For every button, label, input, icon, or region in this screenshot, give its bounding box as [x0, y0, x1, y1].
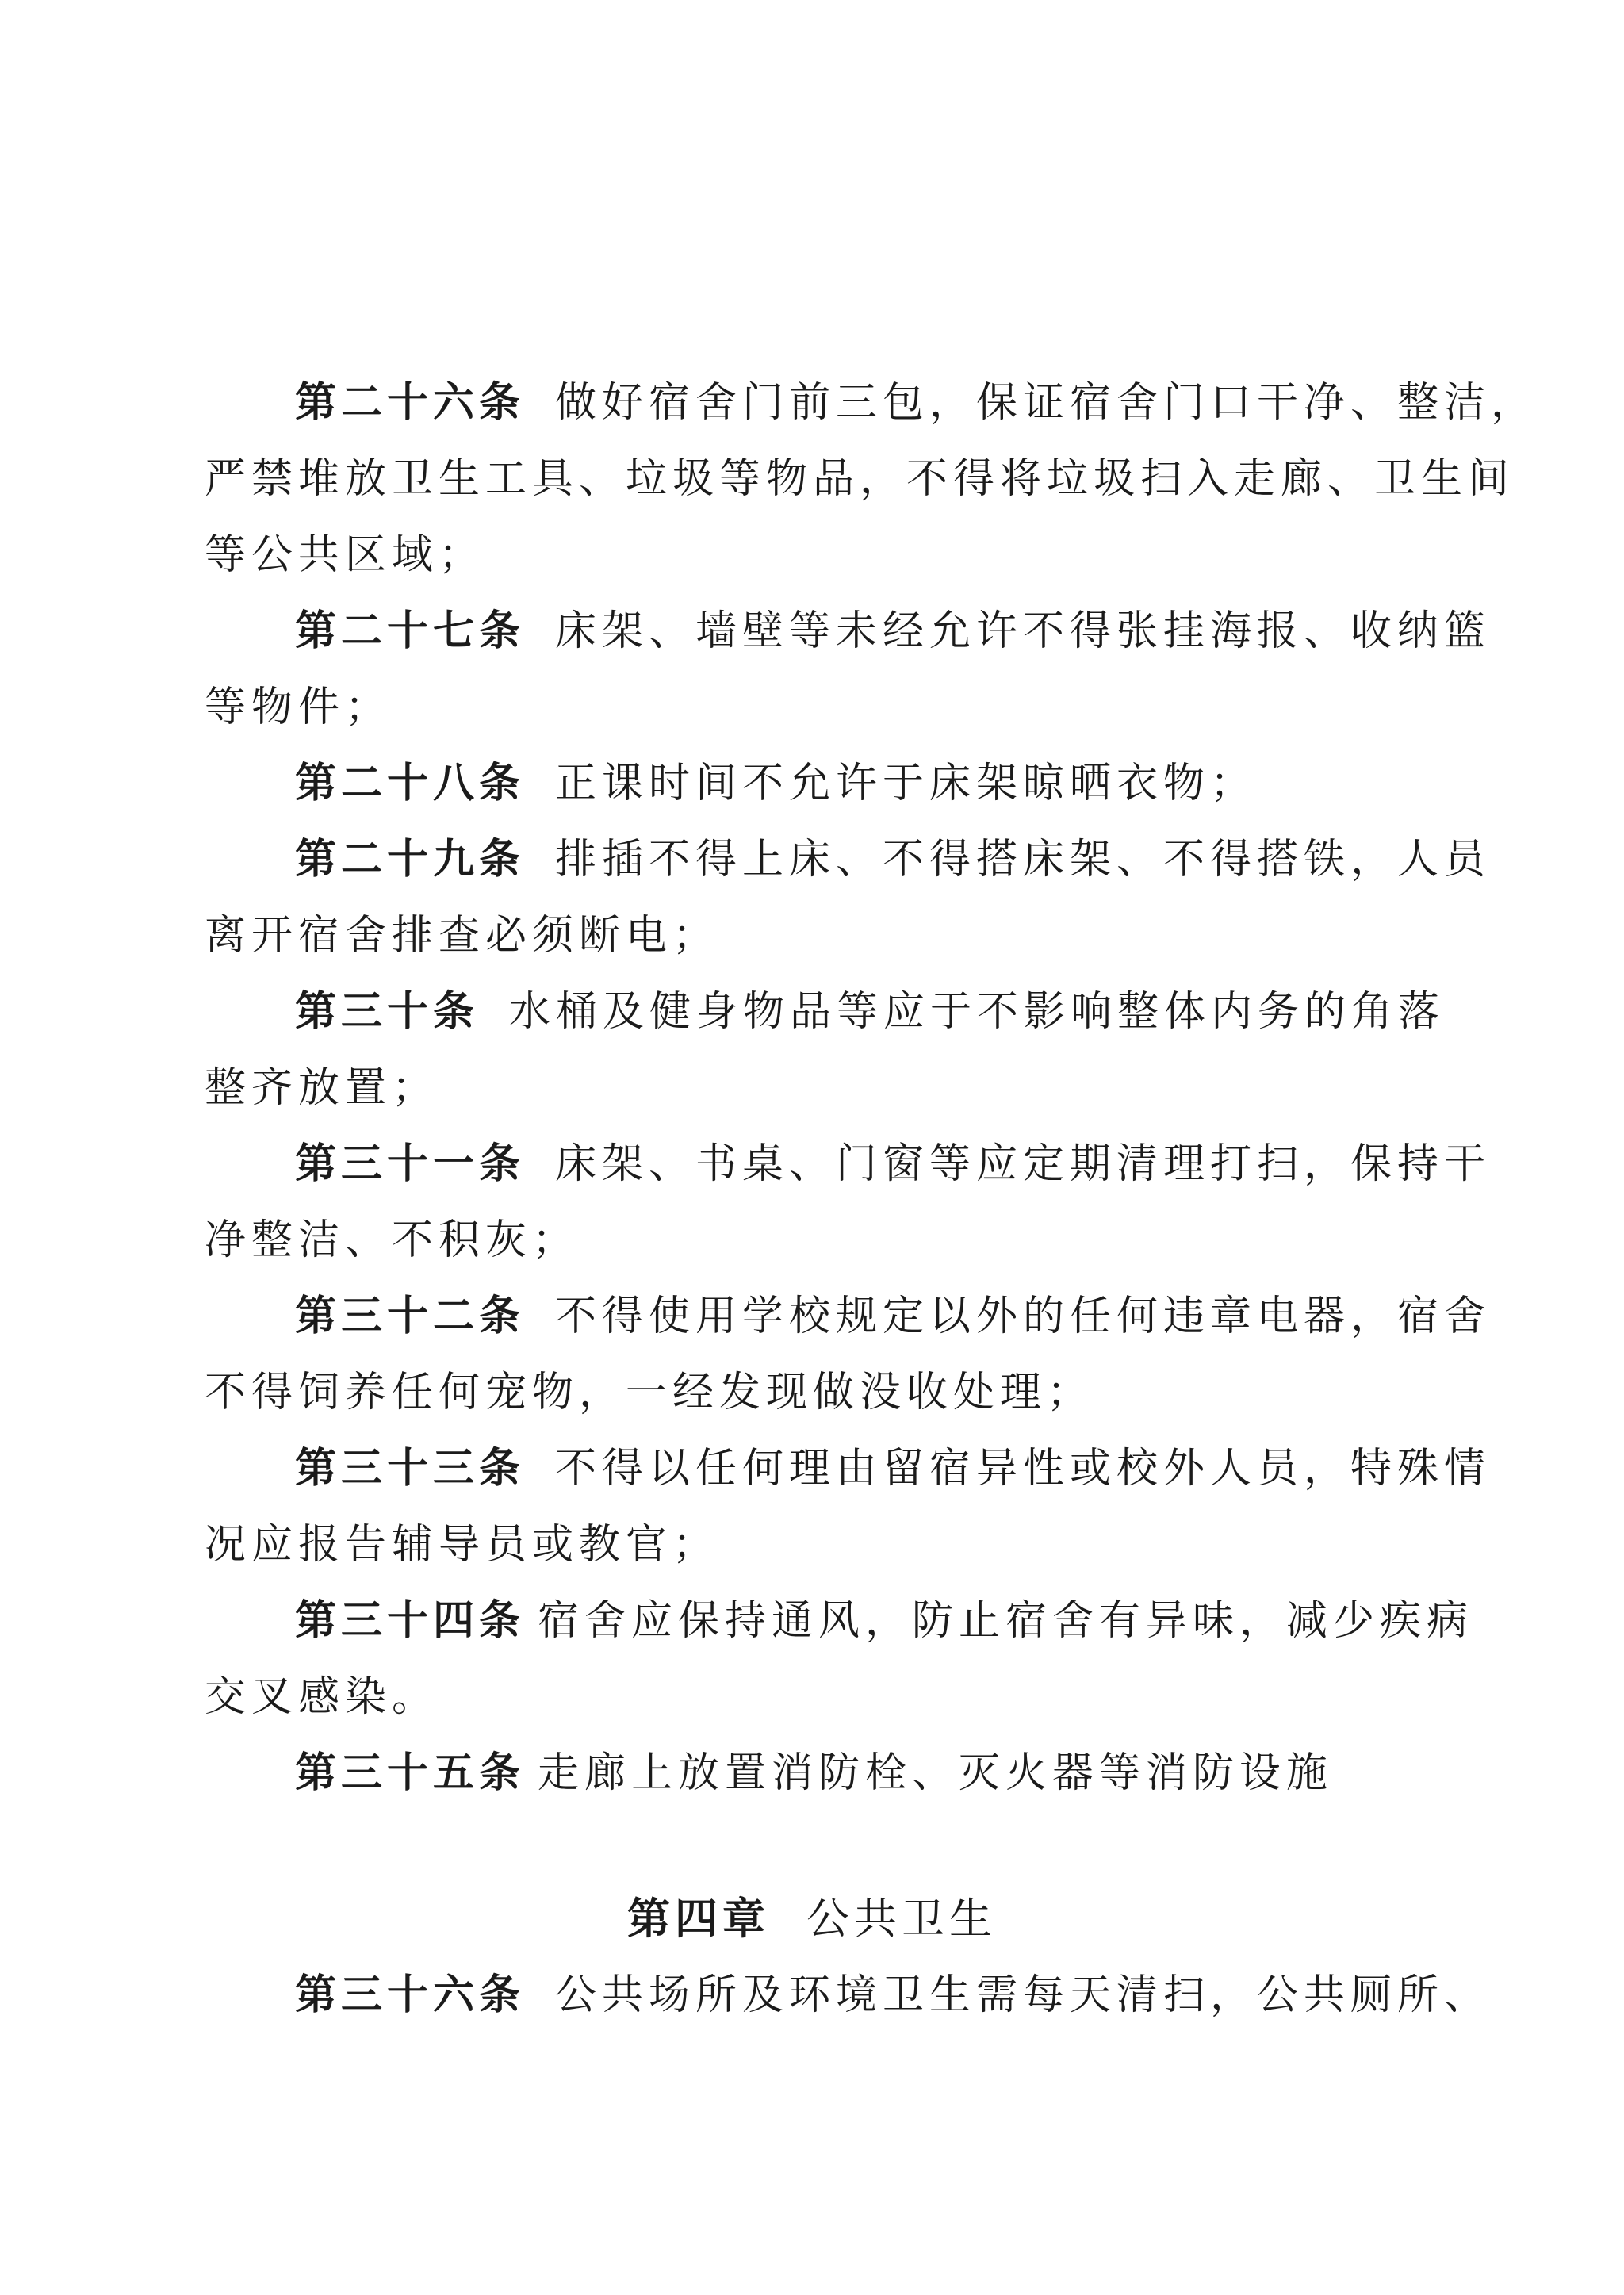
article-title: 第三十六条 — [295, 1971, 526, 2019]
article-29-line-1 — [295, 836, 1500, 883]
article-text: 正课时间不允许于床架晾晒衣物； — [555, 760, 1258, 807]
article-33-line-1 — [295, 1445, 1500, 1492]
article-title: 第三十五条 — [295, 1749, 526, 1797]
article-26-line-1 — [295, 379, 1538, 427]
article-30-line-2: 整齐放置； — [205, 1064, 439, 1112]
article-35-line-1 — [295, 1749, 1500, 1797]
article-26-line-3: 等公共区域； — [205, 531, 486, 579]
article-text: 公共场所及环境卫生需每天清扫，公共厕所、 — [555, 1971, 1492, 2019]
article-text: 不得使用学校规定以外的任何违章电器，宿舍 — [555, 1293, 1492, 1340]
article-33-line-2: 况应报告辅导员或教官； — [205, 1521, 720, 1569]
article-title: 第三十四条 — [295, 1597, 526, 1645]
article-34-line-1 — [295, 1597, 1500, 1645]
article-32-line-1 — [295, 1293, 1500, 1340]
chapter-heading — [0, 1895, 1624, 1943]
article-text: 排插不得上床、不得搭床架、不得搭铁，人员 — [555, 836, 1492, 883]
article-27-line-2: 等物件； — [205, 684, 393, 731]
article-title: 第二十六条 — [295, 379, 526, 427]
article-title: 第二十九条 — [295, 836, 526, 883]
article-31-line-1 — [295, 1140, 1500, 1188]
article-32-line-2: 不得饲养任何宠物，一经发现做没收处理； — [205, 1369, 1094, 1416]
article-26-line-2: 严禁堆放卫生工具、垃圾等物品，不得将垃圾扫入走廊、卫生间 — [205, 455, 1515, 503]
article-text: 走廊上放置消防栓、灭火器等消防设施 — [538, 1749, 1334, 1797]
article-29-line-2: 离开宿舍排查必须断电； — [205, 912, 720, 960]
article-text: 不得以任何理由留宿异性或校外人员，特殊情 — [555, 1445, 1492, 1492]
article-30-line-1 — [295, 988, 1500, 1036]
article-title: 第三十一条 — [295, 1140, 526, 1188]
article-34-line-2: 交叉感染。 — [205, 1673, 439, 1721]
article-text: 床架、墙壁等未经允许不得张挂海报、收纳篮 — [555, 607, 1492, 655]
chapter-number: 第四章 — [627, 1894, 770, 1944]
article-text: 水桶及健身物品等应于不影响整体内务的角落 — [509, 988, 1446, 1036]
article-36-line-1 — [295, 1971, 1500, 2019]
article-title: 第二十八条 — [295, 760, 526, 807]
article-title: 第二十七条 — [295, 607, 526, 655]
article-title: 第三十三条 — [295, 1445, 526, 1492]
article-27-line-1 — [295, 607, 1500, 655]
article-title: 第三十条 — [295, 988, 480, 1036]
chapter-name: 公共卫生 — [806, 1894, 997, 1944]
article-28-line-1 — [295, 760, 1500, 807]
article-title: 第三十二条 — [295, 1293, 526, 1340]
article-text: 做好宿舍门前三包，保证宿舍门口干净、整洁， — [555, 379, 1538, 427]
article-31-line-2: 净整洁、不积灰； — [205, 1216, 580, 1264]
article-text: 宿舍应保持通风，防止宿舍有异味，减少疾病 — [538, 1597, 1474, 1645]
article-text: 床架、书桌、门窗等应定期清理打扫，保持干 — [555, 1140, 1492, 1188]
